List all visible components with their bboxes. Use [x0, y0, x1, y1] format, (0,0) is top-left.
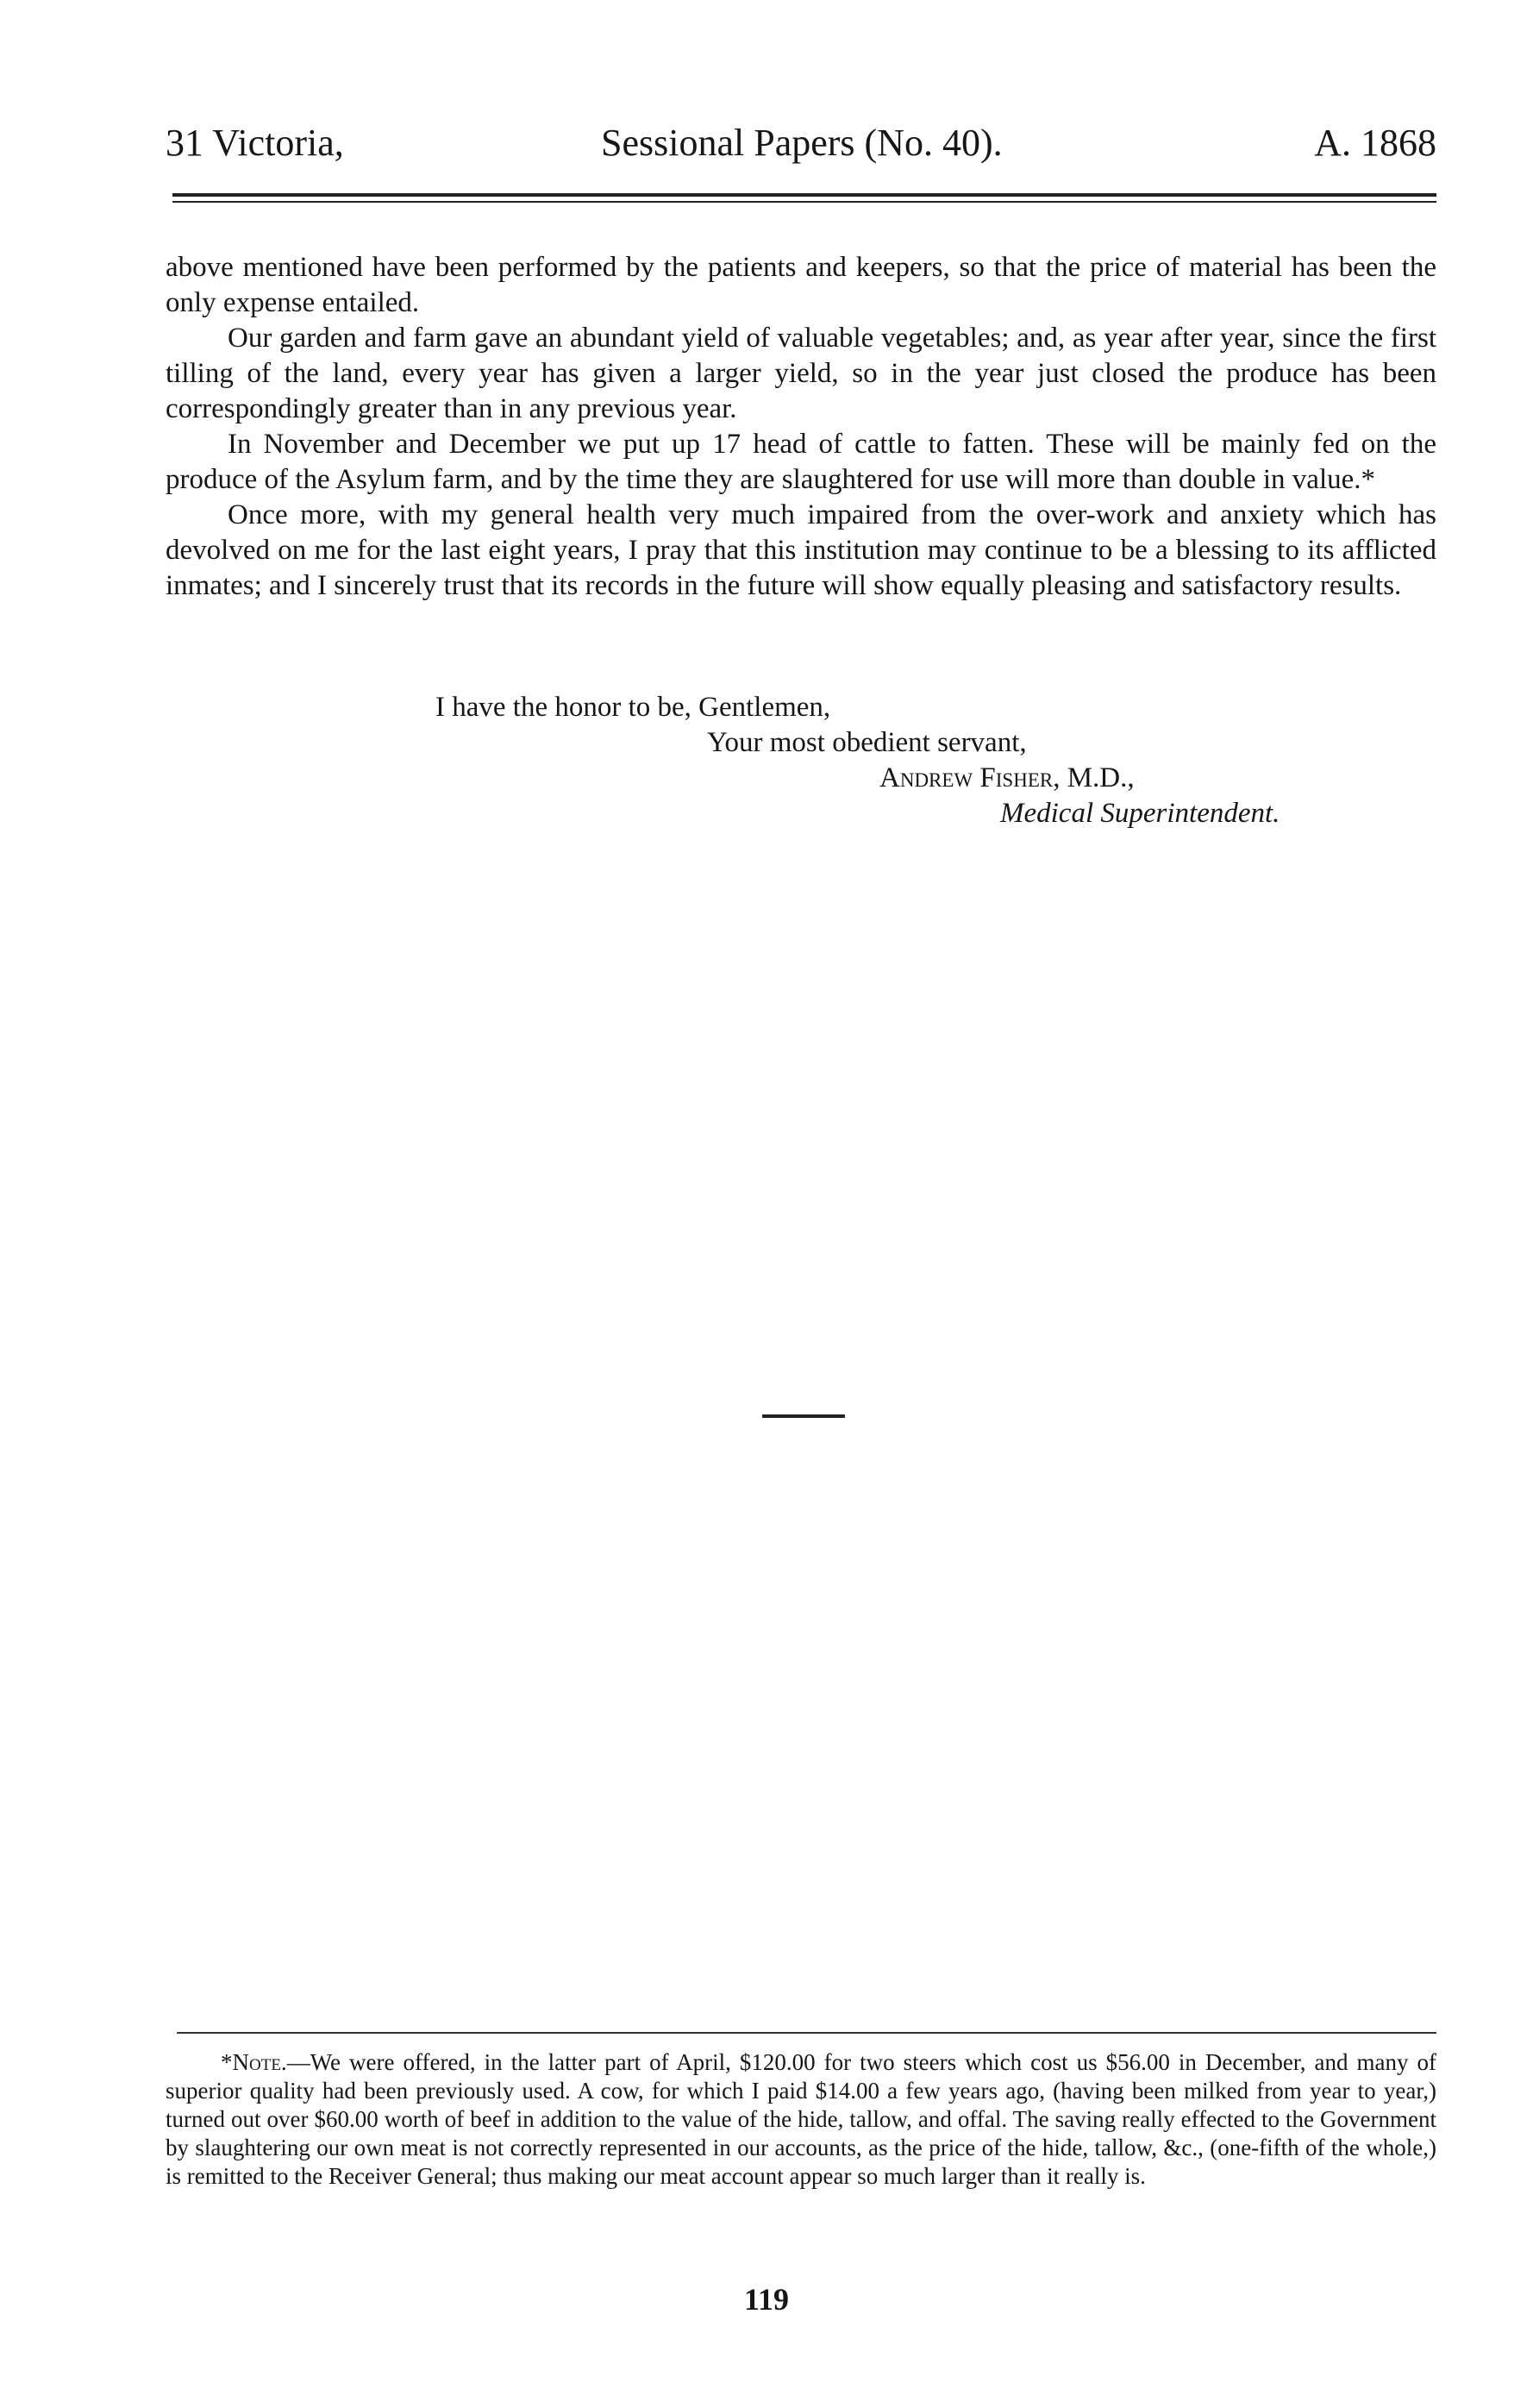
signatory-title: Medical Superintendent. — [1000, 798, 1280, 829]
page-number: 119 — [743, 2282, 789, 2317]
section-end-rule — [762, 1414, 845, 1418]
paragraph-4: Once more, with my general health very much impaired from the over-work and anxiety which has devolved on me for the last eight years, I pray that this institution may continue to be a blessing to its afflicted inmates; and I sincerely trust that its records in the future will show equally pleasing and satisfactory results. — [166, 499, 1436, 601]
header-rule-thin — [172, 201, 1436, 203]
body-text — [166, 250, 1436, 604]
closing-salutation: I have the honor to be, Gentlemen, — [435, 692, 831, 723]
paragraph-2: Our garden and farm gave an abundant yield of valuable vegetables; and, as year after year, since the first tilling of the land, every year has given a larger yield, so in the year just closed the produce has been correspondingly greater than in any previous year. — [166, 323, 1436, 424]
header-double-rule — [172, 193, 1436, 205]
signature: Andrew Fisher, M.D., — [879, 762, 1135, 793]
header-rule-thick — [172, 193, 1436, 197]
running-head — [166, 121, 1436, 172]
footnote-rule — [177, 2032, 1436, 2034]
header-regnal-year: 31 Victoria, — [166, 122, 344, 164]
footnote — [166, 2048, 1436, 2191]
footnote-label: *Note. — [221, 2049, 287, 2075]
closing-valediction: Your most obedient servant, — [707, 727, 1027, 758]
header-series-title: Sessional Papers (No. 40). — [601, 122, 1003, 164]
paragraph-3: In November and December we put up 17 head of cattle to fatten. These will be mainly fed on the produce of the Asylum farm, and by the time they are slaughtered for use will more than double in value.* — [166, 429, 1436, 495]
paragraph-1: above mentioned have been performed by the patients and keepers, so that the price of material has been the only expense entailed. — [166, 252, 1436, 318]
header-year: A. 1868 — [1314, 122, 1436, 164]
footnote-text: —We were offered, in the latter part of April, $120.00 for two steers which cost us $56.00 in December, and many of superior quality had been previously used. A cow, for which I paid $14.00 a few years ago, (having been milked from year to year,) turned out over $60.00 worth of beef in addition to the value of the hide, tallow, and offal. The saving really effected to the Government by slaughtering our own meat is not correctly represented in our accounts, as the price of the hide, tallow, &c., (one-fifth of the whole,) is remitted to the Receiver General; thus making our meat account appear so much larger than it really is. — [166, 2049, 1436, 2189]
footnote-paragraph — [166, 2048, 1436, 2191]
